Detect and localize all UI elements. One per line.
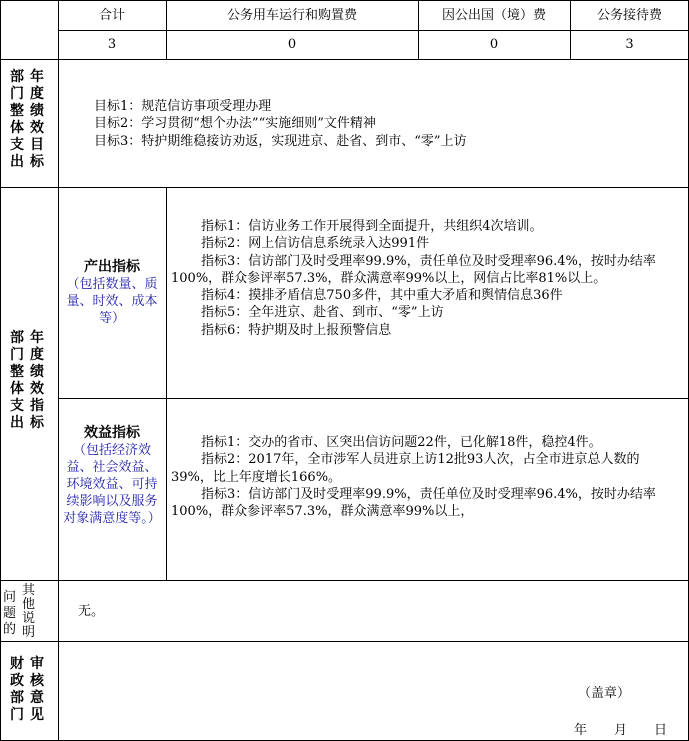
- header-vehicle: 公务用车运行和购置费: [226, 7, 357, 23]
- indicator-item: 指标2：网上信访信息系统录入达991件: [201, 236, 430, 252]
- indicator-item: 指标1：交办的省市、区突出信访问题22件，已化解18件，稳控4件。: [201, 435, 602, 450]
- value-total: 3: [107, 37, 117, 52]
- output-indicator-list: [171, 218, 681, 339]
- audit-label-a: 财政部门: [10, 656, 24, 723]
- goals-label-col2: 年度绩效目标: [30, 69, 44, 170]
- other-content: 无。: [78, 604, 105, 619]
- value-reception: 3: [625, 37, 634, 52]
- output-indicator-subtitle: （包括数量、质量、时效、成本等）: [66, 277, 158, 326]
- goals-list: [94, 98, 684, 150]
- audit-date-day: 日: [654, 723, 668, 738]
- audit-seal: （盖章）: [578, 686, 631, 701]
- indicator-item: 指标3：信访部门及时受理率99.9%，责任单位及时受理率96.4%，按时办结率100%，群众参评率57.3%，群众满意率99%以上，网信占比率81%以上。: [171, 253, 656, 286]
- indicator-item: 指标5：全年进京、赴省、到市、“零”上访: [201, 305, 444, 321]
- audit-date-month: 月: [614, 723, 628, 738]
- other-label-b: 问题的: [3, 590, 17, 637]
- header-reception: 公务接待费: [596, 7, 662, 23]
- audit-date-year: 年: [574, 723, 588, 738]
- goal-item: 目标1：规范信访事项受理办理: [94, 99, 272, 114]
- value-abroad: 0: [489, 37, 499, 52]
- other-label-a: 其他说明: [22, 583, 36, 640]
- value-vehicle: 0: [287, 37, 297, 52]
- goal-item: 目标3：特护期维稳接访劝返，实现进京、赴省、到市、“零”上访: [94, 133, 467, 149]
- goal-item: 目标2：学习贯彻“想个办法”“实施细则”文件精神: [94, 116, 376, 132]
- indicator-item: 指标3：信访部门及时受理率99.9%，责任单位及时受理率96.4%，按时办结率100%，群众参评率57.3%，群众满意率99%以上，: [171, 486, 656, 520]
- indicator-item: 指标1：信访业务工作开展得到全面提升，共组织4次培训。: [201, 219, 543, 234]
- benefit-indicator-subtitle: （包括经济效益、社会效益、环境效益、可持续影响以及服务对象满意度等。）: [63, 443, 161, 526]
- indicator-item: 指标4：摸排矛盾信息750多件，其中重大矛盾和舆情信息36件: [201, 288, 563, 304]
- header-total: 合计: [98, 7, 125, 23]
- audit-label-b: 审核意见: [30, 656, 44, 723]
- indicators-label-col1: 部门整体支出: [10, 330, 24, 431]
- header-abroad: 因公出国（境）费: [441, 7, 546, 23]
- indicator-item: 指标6：特护期及时上报预警信息: [201, 322, 392, 338]
- benefit-indicator-list: [171, 434, 681, 520]
- output-indicator-label: [62, 258, 162, 327]
- indicator-item: 指标2：2017年，全市涉军人员进京上访12批93人次，占全市进京总人数的39%，比上年度增长166%。: [171, 452, 640, 485]
- benefit-indicator-label: [62, 424, 162, 527]
- benefit-indicator-title: 效益指标: [84, 425, 140, 441]
- indicators-label-col2: 年度绩效指标: [30, 330, 44, 431]
- output-indicator-title: 产出指标: [84, 259, 140, 275]
- goals-label-col1: 部门整体支出: [10, 69, 24, 170]
